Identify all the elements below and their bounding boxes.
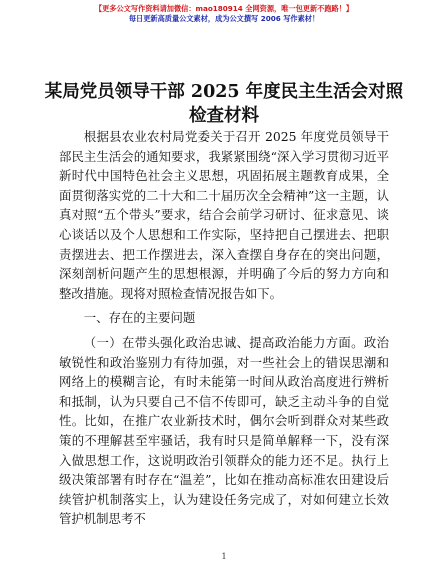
promo-banner: [0, 4, 448, 24]
document-body: [59, 127, 389, 529]
page-number: 1: [221, 552, 227, 561]
intro-paragraph: 根据县农业农村局党委关于召开 2025 年度党员领导干部民主生活会的通知要求，我紧紧围绕“深入学习贯彻习近平新时代中国特色社会主义思想，巩固拓展主题教育成果，全面贯彻落实党的二十大和二十届历次全会精神”这一主题，认真对照“五个带头”要求，结合会前学习研讨、征求意见、谈心谈话以及个人思想和工作实际，坚持把自己摆进去、把职责摆进去、把工作摆进去，深入查摆自身存在的突出问题，深刻剖析问题产生的思想根源，并明确了今后的努力方向和整改措施。现将对照检查情况报告如下。: [59, 129, 389, 301]
section-heading: 一、存在的主要问题: [83, 310, 196, 326]
promo-banner-line-2: 每日更新高质量公文素材，成为公文撰写 2006 写作素材！: [128, 14, 320, 23]
document-title: 某局党员领导干部 2025 年度民主生活会对照检查材料: [44, 82, 404, 126]
promo-banner-line-1: 【更多公文写作资料请加微信：mao180914 全网资源，唯一包更新不跑路！】: [94, 4, 354, 13]
body-paragraph: （一）在带头强化政治忠诚、提高政治能力方面。政治敏锐性和政治鉴别力有待加强，对一些社会上的错误思潮和网络上的模糊言论，有时未能第一时间从政治高度进行辨析和抵制，认为只要自己不信不传即可，缺乏主动斗争的自觉性。比如，在推广农业新技术时，偶尔会听到群众对某些政策的不理解甚至牢骚话，我有时只是简单解释一下，没有深入做思想工作，这说明政治引领群众的能力还不足。执行上级决策部署有时存在“温差”，比如在推动高标准农田建设后续管护机制落实上，认为建设任务完成了，对如何建立长效管护机制思考不: [59, 334, 389, 527]
